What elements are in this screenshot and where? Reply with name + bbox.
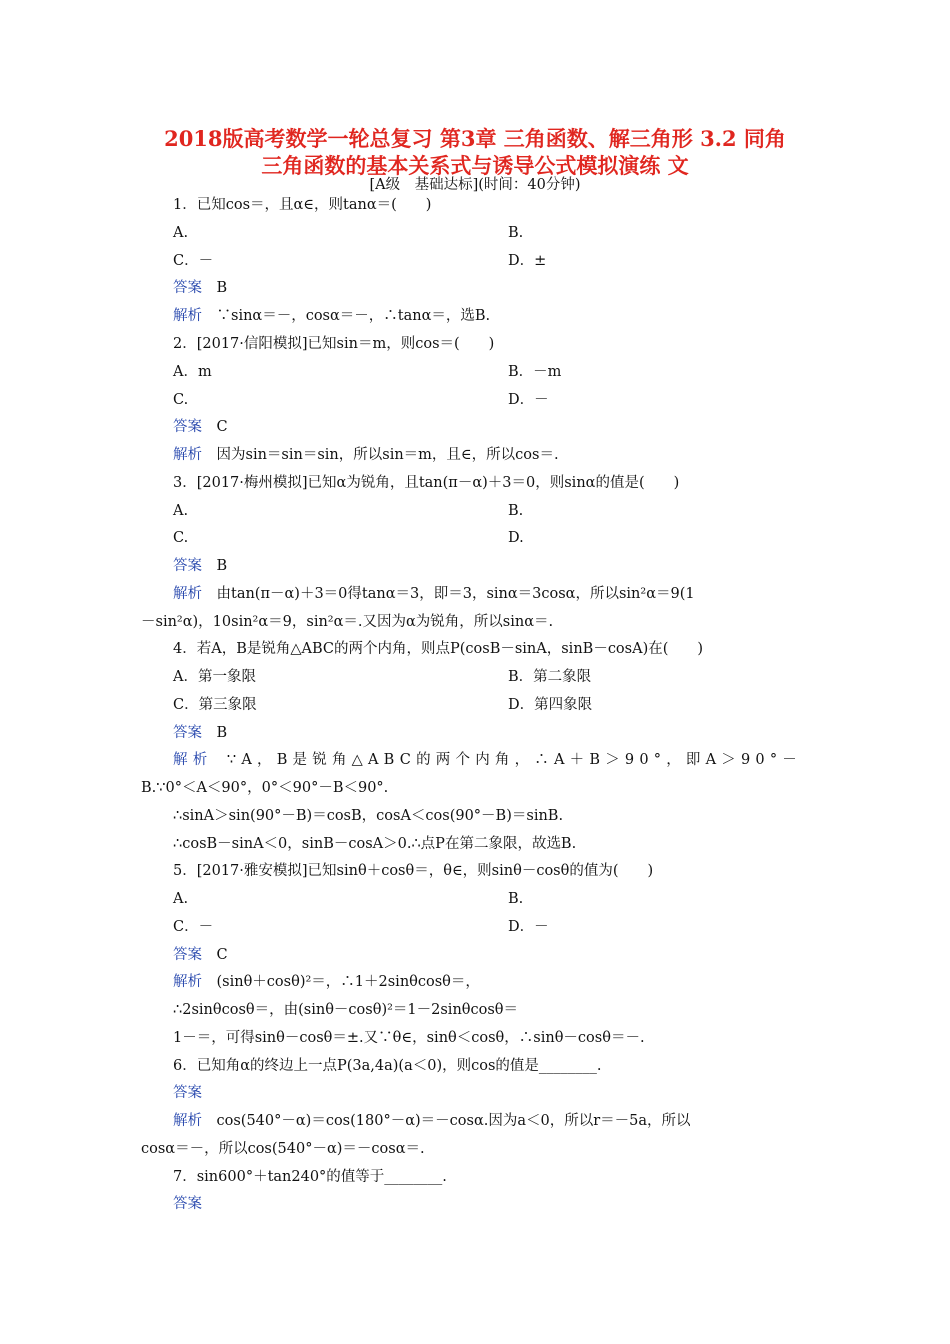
q5-option-b: B. [508,891,524,907]
q4-analysis-line-4: ∴cosB－sinA＜0，sinB－cosA＞0.∴点P在第二象限，故选B. [173,836,577,852]
q3-option-d: D. [508,530,524,546]
q1-analysis: ∵sinα＝－，cosα＝－，∴tanα＝，选B. [216,308,491,324]
analysis-label: 解析 [173,752,213,768]
q5-analysis-line-2: ∴2sinθcosθ＝，由(sinθ－cosθ)²＝1－2sinθcosθ＝ [173,1002,519,1018]
q3-option-c: C. [173,530,189,546]
section-subtitle: [A级 基础达标](时间：40分钟) [369,177,581,193]
q2-answer: C [216,419,228,435]
q6-analysis-line-2: cosα＝－，所以cos(540°－α)＝－cosα＝. [141,1141,425,1157]
q3-stem: 3．[2017·梅州模拟]已知α为锐角，且tan(π－α)＋3＝0，则sinα的值是( ) [173,475,680,491]
analysis-label: 解析 [173,586,202,602]
q1-option-c: C．－ [173,253,214,269]
q5-stem: 5．[2017·雅安模拟]已知sinθ＋cosθ＝，θ∈，则sinθ－cosθ的值为( ) [173,863,654,879]
answer-label: 答案 [173,419,202,435]
q2-option-c: C. [173,392,189,408]
q4-option-b: B．第二象限 [508,669,592,685]
analysis-label: 解析 [173,1113,202,1129]
q5-answer: C [216,947,228,963]
q6-answer-row [173,1083,202,1103]
q5-option-c: C．－ [173,919,214,935]
q3-analysis-line-2: －sin²α)，10sin²α＝9，sin²α＝.又因为α为锐角，所以sinα＝. [141,614,554,630]
q4-answer: B [216,725,228,741]
q1-stem: 1．已知cos＝，且α∈，则tanα＝( ) [173,197,432,213]
q4-option-c: C．第三象限 [173,697,257,713]
q5-option-a: A. [173,891,189,907]
q5-option-d: D．－ [508,919,549,935]
q7-stem: 7．sin600°＋tan240°的值等于________. [173,1169,447,1185]
document-title-line-2: 三角函数的基本关系式与诱导公式模拟演练 文 [261,153,689,178]
q3-answer-row [173,556,227,576]
q5-analysis-row [173,972,480,992]
q1-answer: B [216,280,228,296]
q2-option-b: B．－m [508,364,562,380]
q2-analysis: 因为sin＝sin＝sin，所以sin＝m，且∈，所以cos＝. [216,447,559,463]
q4-analysis-line-1: ∵A，B是锐角△ABC的两个内角，∴A＋B＞90°，即A＞90°－ [226,752,802,768]
q2-analysis-row [173,445,559,465]
q4-analysis-row [173,750,802,770]
answer-label: 答案 [173,1085,202,1101]
q1-analysis-row [173,306,490,326]
answer-label: 答案 [173,558,202,574]
answer-label: 答案 [173,1196,202,1212]
q4-stem: 4．若A，B是锐角△ABC的两个内角，则点P(cosB－sinA，sinB－cosA)在( ) [173,641,704,657]
q2-stem: 2．[2017·信阳模拟]已知sin＝m，则cos＝( ) [173,336,495,352]
document-title-line-1: 2018版高考数学一轮总复习 第3章 三角函数、解三角形 3.2 同角 [164,126,786,151]
q1-option-b: B. [508,225,524,241]
analysis-label: 解析 [173,447,202,463]
q7-answer-row [173,1194,202,1214]
q4-analysis-line-3: ∴sinA＞sin(90°－B)＝cosB，cosA＜cos(90°－B)＝sinB. [173,808,564,824]
answer-label: 答案 [173,280,202,296]
q4-option-d: D．第四象限 [508,697,593,713]
analysis-label: 解析 [173,308,202,324]
analysis-label: 解析 [173,974,202,990]
answer-label: 答案 [173,725,202,741]
q4-option-a: A．第一象限 [173,669,256,685]
q3-answer: B [216,558,228,574]
q3-analysis-row [173,584,695,604]
q5-analysis-line-1: (sinθ＋cosθ)²＝，∴1＋2sinθcosθ＝， [216,974,480,990]
q6-stem: 6．已知角α的终边上一点P(3a,4a)(a＜0)，则cos的值是________. [173,1058,602,1074]
q2-option-d: D．－ [508,392,549,408]
q3-analysis-line-1: 由tan(π－α)＋3＝0得tanα＝3，即＝3，sinα＝3cosα，所以sin²α＝9(1 [216,586,695,602]
q1-option-d: D．± [508,253,547,269]
q5-analysis-line-3: 1－＝，可得sinθ－cosθ＝±.又∵θ∈，sinθ＜cosθ，∴sinθ－cosθ＝－. [173,1030,645,1046]
q2-answer-row [173,417,228,437]
q3-option-b: B. [508,503,524,519]
q6-analysis-line-1: cos(540°－α)＝cos(180°－α)＝－cosα.因为a＜0，所以r＝－5a，所以 [216,1113,691,1129]
q1-answer-row [173,278,227,298]
q5-answer-row [173,945,228,965]
q4-analysis-line-2: B.∵0°＜A＜90°，0°＜90°－B＜90°. [141,780,389,796]
q4-answer-row [173,723,227,743]
q2-option-a: A．m [173,364,212,380]
q6-analysis-row [173,1111,691,1131]
q3-option-a: A. [173,503,189,519]
q1-option-a: A. [173,225,189,241]
answer-label: 答案 [173,947,202,963]
